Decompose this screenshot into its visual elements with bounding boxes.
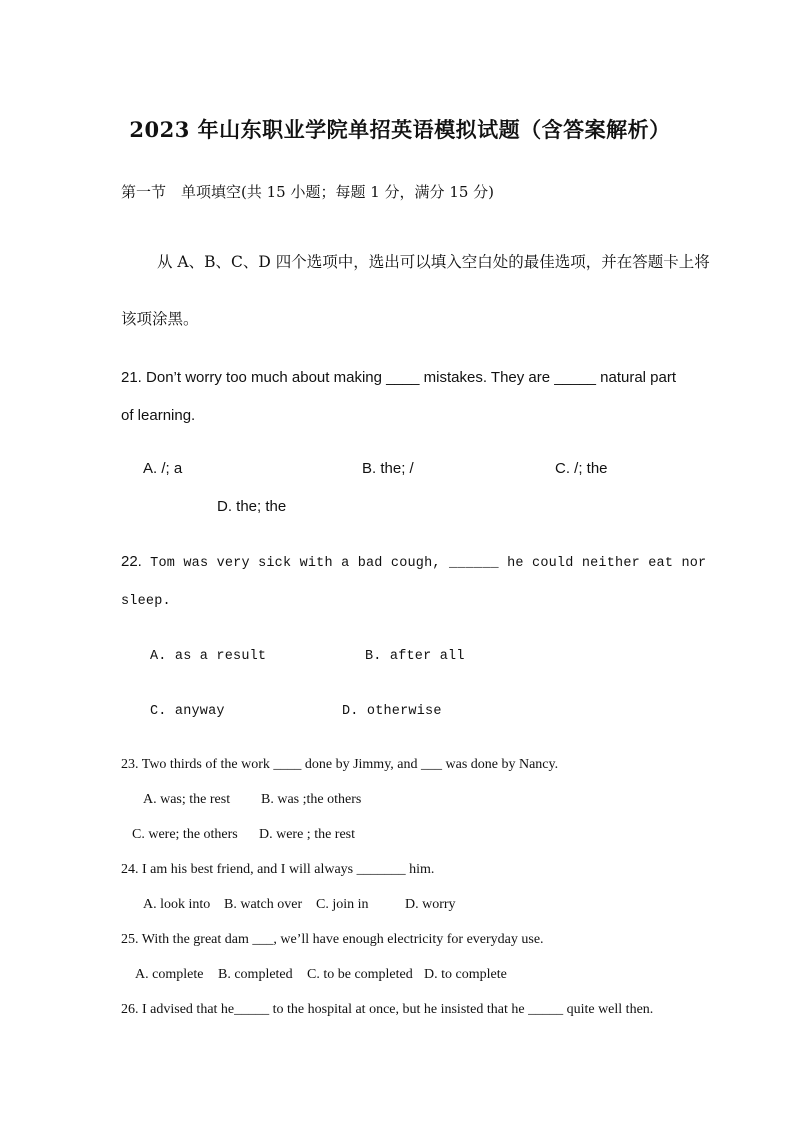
question-24-option-a: A. look into xyxy=(143,897,211,912)
section-header: 第一节 单项填空(共 15 小题；每题 1 分，满分 15 分) xyxy=(121,183,495,201)
question-22-stem-line-1 xyxy=(121,551,706,571)
question-23-option-b: B. was ;the others xyxy=(261,792,362,807)
question-21-option-c: C. /; the xyxy=(555,460,608,477)
question-22-number: 22. xyxy=(121,553,142,570)
instructions-line-1: 从 A、B、C、D 四个选项中，选出可以填入空白处的最佳选项，并在答题卡上将 xyxy=(157,253,710,271)
question-25-option-c: C. to be completed xyxy=(307,967,413,982)
question-22-stem-text: Tom was very sick with a bad cough, ______ he could neither eat nor xyxy=(141,556,707,571)
page-title: 2023 年山东职业学院单招英语模拟试题（含答案解析） xyxy=(129,117,671,142)
question-21-option-b: B. the; / xyxy=(362,460,414,477)
question-24-option-b: B. watch over xyxy=(224,897,303,912)
question-26-stem: 26. I advised that he_____ to the hospital at once, but he insisted that he _____ quite well then. xyxy=(121,1002,654,1017)
question-22-option-d: D. otherwise xyxy=(342,704,442,719)
question-23-option-d: D. were ; the rest xyxy=(259,827,356,842)
question-25-option-d: D. to complete xyxy=(424,967,507,982)
question-24-option-d: D. worry xyxy=(405,897,456,912)
question-22-option-a: A. as a result xyxy=(150,649,267,664)
question-23-option-a: A. was; the rest xyxy=(143,792,231,807)
question-23-option-c: C. were; the others xyxy=(132,827,238,842)
question-24-option-c: C. join in xyxy=(316,897,369,912)
question-21-option-d: D. the; the xyxy=(217,498,287,515)
question-21-stem-line-1: 21. Don’t worry too much about making ____ mistakes. They are _____ natural part xyxy=(121,369,677,386)
instructions-line-2: 该项涂黑。 xyxy=(121,310,199,328)
question-24-stem: 24. I am his best friend, and I will always _______ him. xyxy=(121,862,435,877)
question-21-option-a: A. /; a xyxy=(143,460,183,477)
question-25-option-a: A. complete xyxy=(135,967,204,982)
question-25-stem: 25. With the great dam ___, we’ll have enough electricity for everyday use. xyxy=(121,932,544,947)
question-25-option-b: B. completed xyxy=(218,967,293,982)
question-23-stem: 23. Two thirds of the work ____ done by Jimmy, and ___ was done by Nancy. xyxy=(121,757,559,772)
question-22-option-b: B. after all xyxy=(365,649,465,664)
question-21-stem-line-2: of learning. xyxy=(121,407,196,424)
question-22-option-c: C. anyway xyxy=(150,704,225,719)
question-22-stem-line-2: sleep. xyxy=(121,594,171,609)
